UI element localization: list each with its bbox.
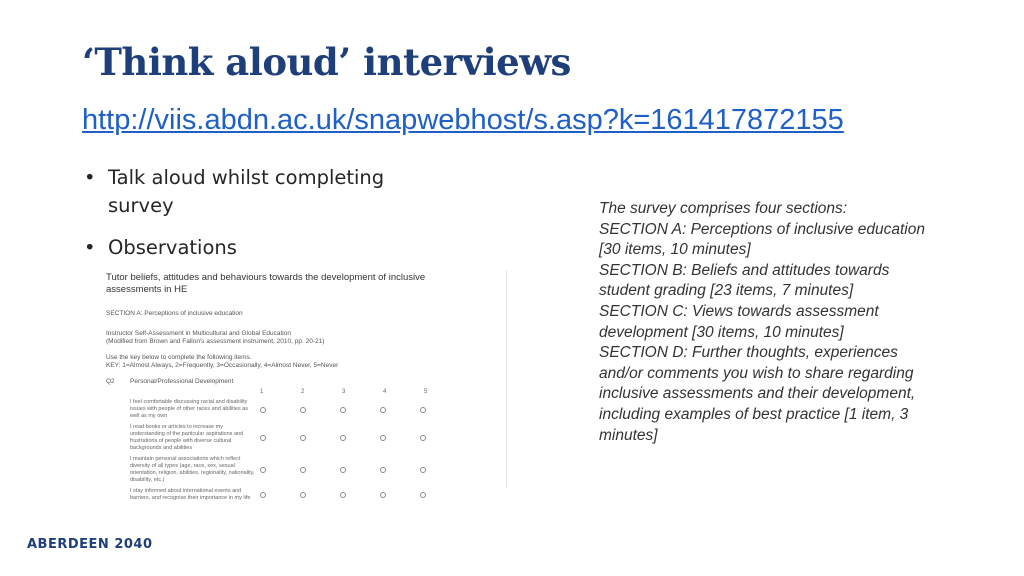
survey-title: Tutor beliefs, attitudes and behaviours towards the development of inclusive assessments in HE: [106, 272, 426, 295]
survey-item-row: [100, 456, 506, 484]
radio-option[interactable]: [260, 492, 266, 498]
radio-option[interactable]: [260, 407, 266, 413]
radio-option[interactable]: [420, 467, 426, 473]
description-line: SECTION C: Views towards assessment development [30 items, 10 minutes]: [599, 302, 879, 341]
radio-option[interactable]: [340, 407, 346, 413]
bullet-dot: •: [84, 236, 96, 259]
bullet-item: [84, 234, 424, 262]
radio-option[interactable]: [380, 492, 386, 498]
survey-item-text: I feel comfortable discussing racial and disability issues with people of other races and abilities as well as my own: [130, 399, 249, 419]
survey-instrument-source: (Modified from Brown and Fallon's assessment instrument, 2010, pp. 20-21): [106, 338, 325, 345]
radio-option[interactable]: [260, 467, 266, 473]
survey-item-text: I maintain personal associations which reflect diversity of all types (age, race, sex, sexual orientation, religion, abilities, regionality, nationality, disability, etc.): [130, 456, 255, 483]
radio-option[interactable]: [340, 435, 346, 441]
bullet-dot: •: [84, 166, 96, 189]
scale-label: 1: [260, 389, 264, 395]
radio-option[interactable]: [420, 407, 426, 413]
radio-option[interactable]: [300, 407, 306, 413]
radio-option[interactable]: [300, 492, 306, 498]
radio-option[interactable]: [420, 492, 426, 498]
slide-title: ‘Think aloud’ interviews: [82, 40, 571, 84]
survey-key-instruction: Use the key below to complete the following items.: [106, 354, 252, 361]
radio-option[interactable]: [260, 435, 266, 441]
survey-item-row: [100, 399, 506, 420]
footer-brand: ABERDEEN 2040: [27, 537, 153, 552]
bullet-item: [84, 164, 424, 220]
scale-label: 2: [301, 389, 305, 395]
survey-item-row: [100, 424, 506, 452]
survey-item-text: I stay informed about international events and barriers, and recognise their importance in my life: [130, 488, 251, 501]
radio-option[interactable]: [380, 435, 386, 441]
description-line: SECTION D: Further thoughts, experiences and/or comments you wish to share regarding inclusive assessments and their development, including examples of best practice [1 item, 3 minutes]: [599, 344, 916, 444]
survey-section-label: SECTION A: Perceptions of inclusive education: [106, 310, 243, 317]
survey-question-number: Q2: [106, 378, 115, 385]
radio-option[interactable]: [300, 467, 306, 473]
radio-option[interactable]: [340, 492, 346, 498]
survey-description: [599, 199, 939, 446]
survey-item-row: [100, 488, 506, 502]
scale-label: 4: [383, 389, 387, 395]
description-line: The survey comprises four sections:: [599, 200, 848, 217]
radio-option[interactable]: [340, 467, 346, 473]
survey-url-link[interactable]: http://viis.abdn.ac.uk/snapwebhost/s.asp?k=161417872155: [82, 104, 844, 136]
bullet-text: Observations: [108, 236, 237, 259]
radio-option[interactable]: [420, 435, 426, 441]
survey-question-label: Personal/Professional Development: [130, 378, 234, 385]
description-line: SECTION B: Beliefs and attitudes towards student grading [23 items, 7 minutes]: [599, 261, 890, 300]
survey-instrument-line: Instructor Self-Assessment in Multicultural and Global Education: [106, 330, 291, 337]
survey-screenshot: [100, 270, 507, 501]
bullet-list: [84, 164, 424, 276]
scale-label: 3: [342, 389, 346, 395]
radio-option[interactable]: [300, 435, 306, 441]
bullet-text: Talk aloud whilst completing survey: [108, 166, 385, 217]
radio-option[interactable]: [380, 407, 386, 413]
description-line: SECTION A: Perceptions of inclusive education [30 items, 10 minutes]: [599, 220, 925, 259]
survey-question-header: [100, 378, 506, 385]
survey-item-text: I read books or articles to increase my understanding of the particular aspirations and frustrations of people with diverse cultural backgrounds and abilities: [130, 424, 244, 451]
survey-scale-header: [260, 389, 506, 395]
survey-key-values: KEY: 1=Almost Always, 2=Frequently, 3=Occasionally, 4=Almost Never, 5=Never: [106, 362, 339, 369]
scale-label: 5: [424, 389, 428, 395]
radio-option[interactable]: [380, 467, 386, 473]
